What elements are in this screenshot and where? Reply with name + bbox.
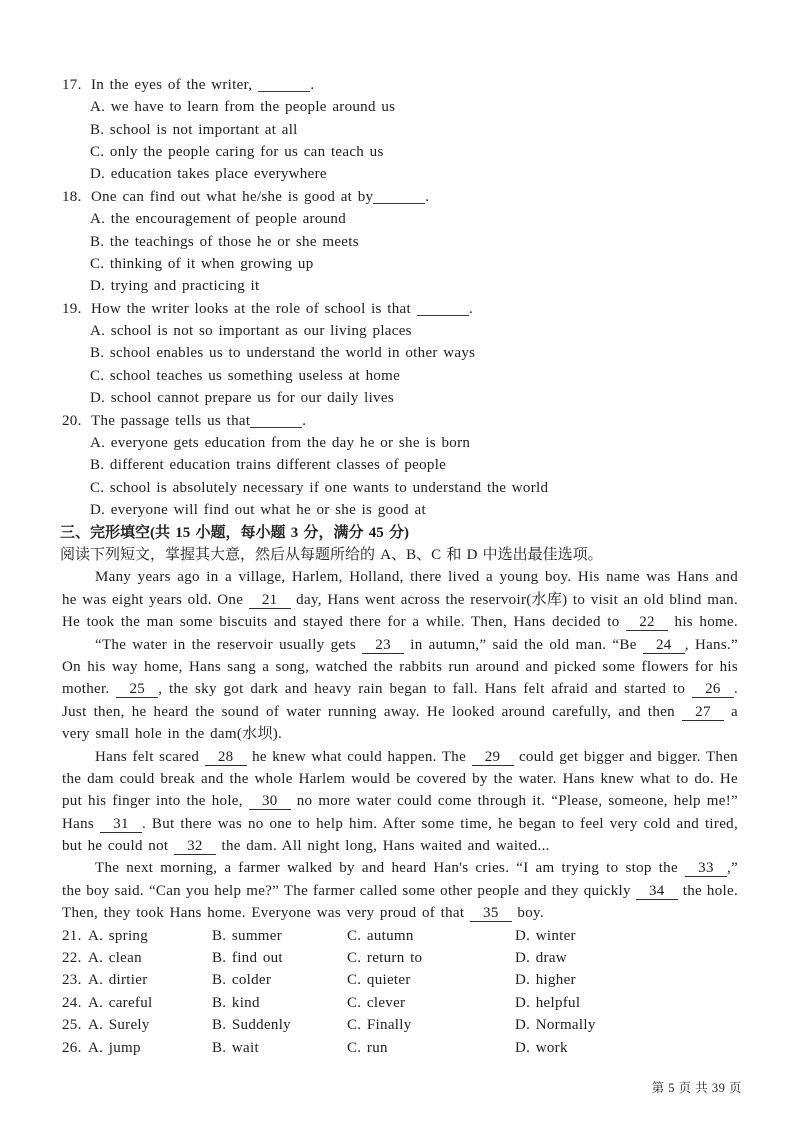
passage-line	[0, 656, 738, 678]
question-number: 19.	[62, 300, 82, 317]
question-end: .	[425, 188, 430, 205]
passage-paragraph	[0, 566, 800, 633]
option-letter: A.	[90, 211, 106, 228]
passage-text: mother.	[62, 681, 117, 698]
option-text: school is not so important as our living places	[110, 323, 412, 340]
choice-a: A. Surely	[88, 1017, 150, 1034]
passage-line	[0, 678, 738, 700]
passage-line	[0, 634, 738, 656]
question-18	[0, 186, 800, 298]
question-stem: In the eyes of the writer,	[91, 76, 253, 93]
option-text: different education trains different classes of people	[109, 457, 447, 474]
option-letter: C.	[90, 367, 105, 384]
option-text: everyone gets education from the day he or she is born	[110, 435, 471, 452]
passage-line	[0, 857, 738, 879]
passage-line	[0, 723, 738, 745]
option-a	[0, 432, 800, 454]
passage-text: The next morning, a farmer walked by and heard Han's cries. “I am trying to stop the	[95, 860, 685, 877]
choice-d: D. helpful	[515, 994, 581, 1011]
option-letter: D.	[90, 502, 106, 519]
cloze-question-number: 24.	[62, 994, 82, 1011]
option-text: school enables us to understand the world in other ways	[109, 345, 476, 362]
passage-line	[0, 611, 738, 633]
answer-blank	[373, 203, 425, 204]
passage-text: Hans	[62, 815, 100, 832]
choice-c: C. clever	[347, 994, 406, 1011]
option-b	[0, 342, 800, 364]
question-number: 17.	[62, 76, 82, 93]
choice-b: B. colder	[212, 972, 272, 989]
option-c	[0, 141, 800, 163]
question-end: .	[310, 76, 315, 93]
option-c	[0, 477, 800, 499]
cloze-blank-34: 34	[636, 883, 678, 900]
option-text: school is absolutely necessary if one wants to understand the world	[109, 479, 549, 496]
passage-text: his home.	[668, 614, 738, 631]
choice-d: D. draw	[515, 950, 567, 967]
question-stem-row	[0, 298, 800, 320]
option-text: only the people caring for us can teach us	[109, 143, 384, 160]
section-heading: 三、完形填空(共 15 小题，每小题 3 分，满分 45 分)	[60, 524, 409, 541]
passage-text: the hole.	[677, 882, 738, 899]
passage-text: no more water could come through it. “Please, someone, help me!”	[290, 793, 738, 810]
cloze-blank-27: 27	[682, 704, 724, 721]
section-instruction: 阅读下列短文，掌握其大意，然后从每题所给的 A、B、C 和 D 中选出最佳选项。	[60, 547, 603, 563]
option-c	[0, 365, 800, 387]
passage-line	[0, 790, 738, 812]
option-letter: D.	[90, 278, 106, 295]
question-17	[0, 74, 800, 186]
option-d	[0, 163, 800, 185]
passage-text: ,”	[726, 860, 738, 877]
option-text: education takes place everywhere	[110, 166, 327, 183]
passage-text: he was eight years old. One	[62, 591, 249, 608]
cloze-question-number: 25.	[62, 1017, 82, 1034]
question-end: .	[468, 300, 473, 317]
passage-line	[0, 835, 738, 857]
option-text: school teaches us something useless at home	[109, 367, 401, 384]
option-text: trying and practicing it	[110, 278, 260, 295]
cloze-options-table	[0, 925, 800, 1059]
choice-b: B. summer	[212, 927, 283, 944]
option-letter: C.	[90, 255, 105, 272]
choice-a: A. dirtier	[88, 972, 148, 989]
choice-d: D. higher	[515, 972, 576, 989]
question-stem: The passage tells us that	[91, 412, 251, 429]
question-stem-row	[0, 74, 800, 96]
choice-b: B. kind	[212, 994, 260, 1011]
option-text: everyone will find out what he or she is good at	[110, 502, 426, 519]
cloze-blank-26: 26	[692, 681, 734, 698]
option-text: the teachings of those he or she meets	[109, 233, 359, 250]
passage-text: the dam could break and the whole Harlem would be covered by the water. Hans knew what to do. He	[62, 770, 738, 787]
cloze-blank-25: 25	[116, 681, 158, 698]
passage-paragraph	[0, 634, 800, 746]
passage-text: .	[733, 681, 738, 698]
passage-text: he knew what could happen. The	[246, 748, 472, 765]
option-b	[0, 119, 800, 141]
option-c	[0, 253, 800, 275]
option-a	[0, 320, 800, 342]
cloze-question-number: 22.	[62, 950, 82, 967]
passage-text: “The water in the reservoir usually gets	[95, 636, 363, 653]
passage-text: boy.	[511, 905, 544, 922]
question-stem-row	[0, 186, 800, 208]
answer-blank	[417, 315, 469, 316]
passage-line	[0, 589, 738, 611]
passage-line	[0, 701, 738, 723]
option-letter: D.	[90, 166, 106, 183]
cloze-blank-28: 28	[205, 749, 247, 766]
passage-paragraph	[0, 857, 800, 924]
option-text: school cannot prepare us for our daily lives	[110, 390, 394, 407]
passage-text: Just then, he heard the sound of water running away. He looked around carefully, and then	[62, 703, 682, 720]
choice-a: A. jump	[88, 1039, 141, 1056]
passage-text: Then, they took Hans home. Everyone was very proud of that	[62, 905, 470, 922]
choice-c: C. quieter	[347, 972, 411, 989]
cloze-option-row-26	[0, 1037, 800, 1059]
option-b	[0, 454, 800, 476]
passage-text: the boy said. “Can you help me?” The farmer called some other people and they quickly	[62, 882, 636, 899]
option-letter: A.	[90, 99, 106, 116]
question-20	[0, 410, 800, 522]
choice-c: C. autumn	[347, 927, 414, 944]
question-19	[0, 298, 800, 410]
question-number: 20.	[62, 412, 82, 429]
answer-blank	[258, 91, 310, 92]
passage-line	[0, 902, 738, 924]
cloze-blank-22: 22	[626, 614, 668, 631]
passage-text: On his way home, Hans sang a song, watched the rabbits run around and picked some flowers for his	[62, 658, 738, 675]
choice-a: A. spring	[88, 927, 149, 944]
option-text: school is not important at all	[109, 121, 298, 138]
cloze-question-number: 26.	[62, 1039, 82, 1056]
option-letter: B.	[90, 345, 105, 362]
passage-text: . But there was no one to help him. After some time, he began to feel very cold and tired,	[141, 815, 738, 832]
page-content	[0, 74, 800, 1059]
cloze-option-row-22	[0, 947, 800, 969]
option-letter: A.	[90, 323, 106, 340]
option-letter: B.	[90, 457, 105, 474]
choice-c: C. return to	[347, 950, 423, 967]
question-end: .	[302, 412, 307, 429]
choice-a: A. clean	[88, 950, 142, 967]
passage-text: , the sky got dark and heavy rain began to fall. Hans felt afraid and started to	[158, 681, 692, 698]
cloze-blank-31: 31	[100, 816, 142, 833]
passage-text: Many years ago in a village, Harlem, Holland, there lived a young boy. His name was Hans and	[95, 569, 738, 586]
passage-text: He took the man some biscuits and stayed there for a while. Then, Hans decided to	[62, 614, 627, 631]
cloze-question-number: 21.	[62, 927, 82, 944]
passage-line	[0, 566, 738, 588]
option-letter: A.	[90, 435, 106, 452]
option-a	[0, 208, 800, 230]
choice-d: D. winter	[515, 927, 576, 944]
passage-text: but he could not	[62, 838, 174, 855]
option-d	[0, 275, 800, 297]
option-text: the encouragement of people around	[110, 211, 347, 228]
option-letter: B.	[90, 233, 105, 250]
question-number: 18.	[62, 188, 82, 205]
option-a	[0, 96, 800, 118]
cloze-blank-29: 29	[472, 749, 514, 766]
option-letter: D.	[90, 390, 106, 407]
cloze-blank-30: 30	[249, 793, 291, 810]
cloze-option-row-25	[0, 1014, 800, 1036]
passage-text: could get bigger and bigger. Then	[513, 748, 738, 765]
answer-blank	[250, 427, 302, 428]
choice-d: D. work	[515, 1039, 568, 1056]
choice-b: B. find out	[212, 950, 283, 967]
question-stem: How the writer looks at the role of school is that	[91, 300, 411, 317]
passage-text: put his finger into the hole,	[62, 793, 249, 810]
option-letter: B.	[90, 121, 105, 138]
cloze-blank-35: 35	[470, 905, 512, 922]
option-text: we have to learn from the people around us	[110, 99, 396, 116]
choice-d: D. Normally	[515, 1017, 596, 1034]
choice-b: B. wait	[212, 1039, 259, 1056]
passage-text: in autumn,” said the old man. “Be	[404, 636, 643, 653]
passage-text: , Hans.”	[684, 636, 738, 653]
cloze-blank-33: 33	[685, 860, 727, 877]
choice-b: B. Suddenly	[212, 1017, 291, 1034]
passage-text: a	[723, 703, 738, 720]
option-letter: C.	[90, 479, 105, 496]
passage-line	[0, 880, 738, 902]
cloze-option-row-24	[0, 992, 800, 1014]
choice-c: C. run	[347, 1039, 388, 1056]
option-d	[0, 387, 800, 409]
passage-text: day, Hans went across the reservoir(水库) to visit an old blind man.	[290, 591, 738, 608]
choice-a: A. careful	[88, 994, 153, 1011]
passage-line	[0, 746, 738, 768]
cloze-passage	[0, 566, 800, 924]
cloze-option-row-21	[0, 925, 800, 947]
cloze-blank-24: 24	[643, 637, 685, 654]
passage-line	[0, 813, 738, 835]
cloze-option-row-23	[0, 969, 800, 991]
passage-text: Hans felt scared	[95, 748, 205, 765]
page-footer	[652, 1079, 742, 1097]
page-number: 第 5 页 共 39 页	[651, 1081, 742, 1095]
passage-line	[0, 768, 738, 790]
option-text: thinking of it when growing up	[109, 255, 314, 272]
cloze-blank-21: 21	[249, 592, 291, 609]
option-d	[0, 499, 800, 521]
cloze-question-number: 23.	[62, 972, 82, 989]
choice-c: C. Finally	[347, 1017, 412, 1034]
cloze-blank-23: 23	[362, 637, 404, 654]
question-stem-row	[0, 410, 800, 432]
cloze-blank-32: 32	[174, 838, 216, 855]
question-stem: One can find out what he/she is good at by	[91, 188, 374, 205]
passage-text: the dam. All night long, Hans waited and waited...	[215, 838, 550, 855]
passage-paragraph	[0, 746, 800, 858]
passage-text: very small hole in the dam(水坝).	[62, 726, 283, 743]
option-letter: C.	[90, 143, 105, 160]
option-b	[0, 231, 800, 253]
